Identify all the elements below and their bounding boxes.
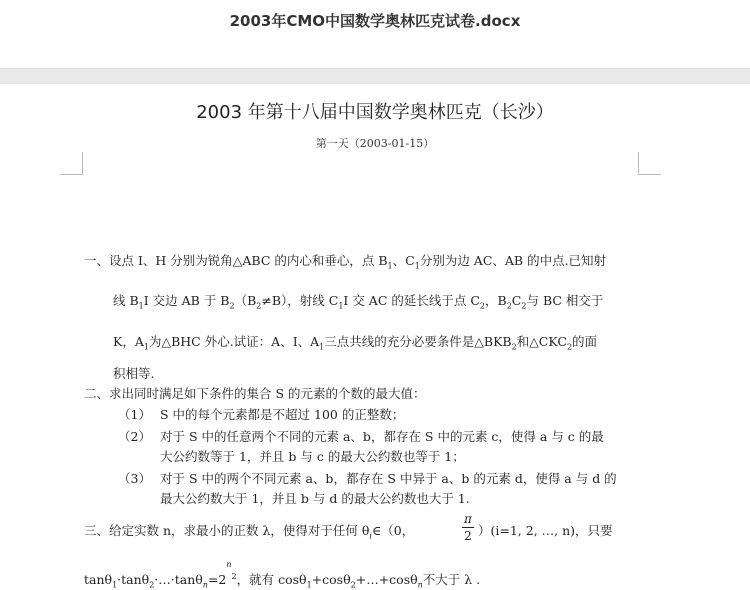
problem-3-line-1-start: 三、给定实数 n，求最小的正数 λ，使得对于任何 $\theta_i\in(0$， [84, 523, 415, 541]
problem-2-heading: 二、求出同时满足如下条件的集合 S 的元素的个数的最大值： [84, 386, 426, 401]
title-bar [0, 0, 750, 68]
problem-1-line-4: 积相等. [113, 366, 155, 381]
margin-mark-top-left [60, 152, 83, 175]
problem-1-line-3: K，$A_1$为△BHC 外心.试证：A、I、$A_1$三点共线的充分必要条件是$\triangle BKB_2$和$\triangle CKC_2$的面 [113, 334, 598, 352]
file-name: 2003年CMO中国数学奥林匹克试卷.docx [229, 12, 521, 30]
problem-2-item-3-line-1: 对于 S 中的两个不同元素 a、b，都存在 S 中异于 a、b 的元素 d，使得 a 与 d 的 [160, 471, 617, 486]
problem-2-item-2-line-2: 大公约数等于 1，并且 b 与 c 的最大公约数也等于 1； [160, 449, 465, 464]
pi-over-2-fraction: π 2 [462, 512, 474, 543]
problem-2-item-1-number: （1） [118, 407, 151, 422]
problem-1-line-1: 一、设点 I、H 分别为锐角△ABC 的内心和垂心，点 $B_1$、$C_1$分别为边 AC、AB 的中点.已知射 [84, 253, 607, 271]
margin-mark-top-right [638, 152, 661, 175]
problem-2-item-3-number: （3） [118, 471, 151, 486]
problem-1-line-2: 线 $B_1I$ 交边 AB 于 $B_2(B_2\ne B)$，射线 $C_1I$ 交 AC 的延长线于点 $C_2$，$B_2C_2$与 BC 相交于 [113, 293, 604, 311]
problem-2-item-1: S 中的每个元素都是不超过 100 的正整数； [160, 407, 405, 422]
problem-2-item-2-number: （2） [118, 429, 151, 444]
document-subtitle: 第一天（2003-01-15） [315, 137, 435, 150]
document-title: 2003 年第十八届中国数学奥林匹克（长沙） [196, 102, 554, 123]
page-gap [0, 68, 750, 84]
problem-3-line-1-end: ）(i=1, 2, …, n)，只要 [478, 523, 613, 538]
problem-2-item-3-line-2: 最大公约数大于 1，并且 b 与 d 的最大公约数也大于 1. [160, 491, 470, 506]
problem-3-line-2: $\tan\theta_1\cdot\tan\theta_2\cdot\dots\cdot\tan\theta_n=2^{n2}$，就有 cosθ$_1$+cosθ$_2$+…+cosθ$_n$不大于 λ . [84, 559, 481, 590]
problem-2-item-2-line-1: 对于 S 中的任意两个不同的元素 a、b，都存在 S 中的元素 c，使得 a 与 c 的最 [160, 429, 604, 444]
